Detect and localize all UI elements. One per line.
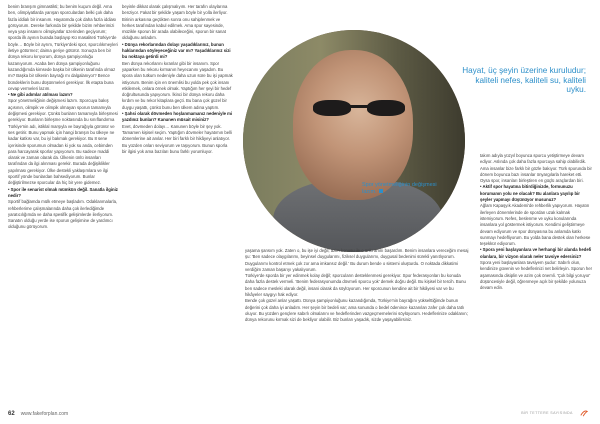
paragraph: takım adıyla yüzyıl boyunca sporcu yetiştirmeye devam ediyor. Aslında çok daha fazla sporcuya sahip olabilirdik. Ama insanlar bize farklı bir gözle bakıyor. Türk sporunda bir dönem boyunca bazı insanlar önyargılarla hareket etti. Oysa spor, insanları birleştiren en güçlü araçlardan biri.: [480, 153, 592, 184]
portrait-photo: [243, 30, 465, 252]
sunglasses-graphic: [313, 100, 409, 118]
paragraph: Evet, dövmeden dolayı… Kanunen böyle bir şey yok. Tamamen kişisel seçim. Yaptığım dövmeler hayatımın belli dönemlerine ait anılar. Her biri farklı bir hikâyeyi anlatıyor. Bu yüzden onları seviyorum ve taşıyorum. Bunun sporla bir ilgisi yok ama bazıları bunu farklı yorumluyor.: [122, 123, 232, 154]
paragraph: benim branşım gimnastikti; bu benim kuçum değil. Ama ben, olimpiyatlarda yarışan sporculardan belki çok daha fazla iddialı bir insanım. Hayatımda çok daha fazla iddiası görüyorum. Dereke farkında bir şekilde bizim rehberimizi veya yaşı insanını olimpiyatlar üzerinden geçiyorum; sporda ilk ayının burada başlayıp Kü masaliteti Türkiye'de böyle… Böyle bir ayrım, Türkiye'deki spor, sporcılıkmeyleri iletiye götürmez; daima geriye götürür. Sonuçta ben bir dünya rekoru kırıyorum, dünya şampiyonluğu kazanıyorum. Acaba ben dünya şampiyonluğunu kazandığımda kimsede başka bir ülkenin tarafında olmaz mı? Başka bir ülkenin bayrağı mı dalgalanıyor? Bence bündeklerin bunu düşünmeleri gerekiyor. İlk etapta buna cevap vermeleri lazım.: [8, 4, 118, 91]
paragraph: Ağlam Kapaşyık Akademi'de rehberlik yapıyorum. Hayatın ilerleyen dönemlerinde de spordan uzak kalmak istemiyorum. Nefes, beslenme ve uyku konularında insanlara yol göstermek istiyorum. Kendimi geliştirmeye devam ediyorum ve spor dünyasına bu anlamda katkı sunmayı hedefliyorum. Bu yolda bana destek olan herkese teşekkür ediyorum.: [480, 203, 591, 247]
interview-question: • Ne gibi adımlar atılması lazım?: [8, 92, 73, 98]
interview-question: • Spora yeni başlayanlara ve herhangi bir alanda hedefi olanlara, bir vizyon olarak neler tavsiye edersiniz?: [480, 247, 592, 259]
photo-caption: [362, 182, 442, 196]
paragraph: beyinle dikkat olarak çalışmalıyım. Her tarafın olaylarına benziyor. Fakat bir şekilde yaşam böyle bir yolla ilerliyor. Birinin arkasına geçtikten sonra onu sahiplenmek ve herkes tarafından kabul edilmek. Ama spor sayesinde, müzikle sporun bir arada olabileceğini, sporun bir sanat olduğunu anladım.: [122, 4, 228, 41]
article-column-4: [480, 153, 592, 292]
interview-question: • Şahsi olarak dövmeden hoşlanmamanız nedeniyle mi yazdınız bunları? Kanunen müsait misiniz?: [122, 111, 233, 123]
paragraph: Ben dünya rekorlarını kıranlar gibi bir insanım. Spor yaparken bu rekoru kırmanın heyecanını yaşadım. Bu spora olan tutkum nedeniyle daha uzun süre bu işi yapmak istiyorum. Benim için en önemlisi bu yolda pek çok insanı etkilemek, onlara örnek olmak. Yaptığım her şeyi bir hedef doğrultusunda yapıyorum. İkinci bir dünya rekoru daha kırdım ve bu rekor kitaplara geçti. Bu bana çok güzel bir duygu yaşattı, çünkü bunu ben ülkem adına yaptım.: [122, 60, 233, 110]
footer-issue-text: BİR TETTERE SAYISINDA: [521, 410, 573, 415]
interview-question: • Aktif spor hayatına bitirdiğinizde, formunuzu korumanın yolu ne olacak? Bu alanlara yayılıp bir şeyler yapmayı düşünüyor musunuz?: [480, 184, 580, 203]
paragraph: Spora yeni başlayanlara tavsiyem şudur: Sabırlı olun, kendinize güvenin ve hedeflerinizi net belirleyin. Sporun her aşamasında disiplin ve azim çok önemli. 'Çok bilgi yoruyor' düşüncesiyle değil, öğrenmeye açık bir şekilde yolunuza devam edin.: [480, 260, 592, 291]
page-footer-right: [521, 409, 588, 417]
interview-question: • Dünya rekorlarından dolayı yaşadıklarınız, bunun haklarından söyleyeceğiniz var mı? Yaşadıklarınız sizi bu noktaya getirdi mi?: [122, 41, 231, 60]
article-column-3: [245, 248, 471, 324]
paragraph: Bende çok güzel anlar yaşattı. Dünya şampiyonluğunu kazandığımda, Türkiye'nin bayrağını yükselttiğimde bunun değerini çok daha iyi anladım. Her şeyin bir bedeli var; ama sonunda o bedel ödenince kazanılan zafer çok daha tatlı oluyor. Bu yüzden gençlere sabırlı olmalarını ve hedeflerinden vazgeçmemelerini söylüyorum. Hedeflerinize odaklanın; dünya rekorunu kırmak sizi de bekliyor olabilir. Biz bunları yaşadık, sizde yaşayabilirsiniz.: [245, 298, 468, 323]
article-column-2: [122, 4, 233, 155]
page-number: 62: [8, 411, 15, 417]
interview-question: • Spor ile senarist olmak mümkün değil. Sanatla ilginiz nedir?: [8, 186, 118, 198]
paragraph: Spor yönetmeliğinin değişmesi lazım. Sporcuya bakış açısının, olimpik ve olimpik olmayan sporun tamamıyla değişmesi gerekiyor. Çünkü bunların tamamıyla birleşmesi gerekiyor. Bunların birleşme noktasında bu sınıflandırma Türkiye'nin adı, istiklal marşıyla ve bayrağıyla görünür ve ses getirir. Bunu yapmak için hangi branşın bu ülkeye ne kadar katkısı var, bu iyi bakmak gerekiyor. Bu 8 sene içerisinde sporumun olmadan ki yok su anda, cebimden para harcayarak sporlar yapıyorum. Bu sadece maddi olarak ve zaman olarak da. Ülkenin ünlü insanları tarafından da ilgi alınması gerekir. Burada değişiklikler yapılması gerekiyor. Ülke destekli yaklaşımlara ve ilgi sportif yönde bunlardan bahsediyorum. Bunlar değiştirilmezse sporcular da hiç bir yere gidemez.: [8, 98, 118, 186]
page-footer-left: [8, 411, 68, 417]
caption-text: Spor yönetmeliğinin değişmesi lazım.: [362, 182, 437, 195]
pull-quote: Hayat, üç şeyin üzerine kuruludur; kaliteli nefes, kaliteli su, kaliteli uyku.: [462, 66, 586, 95]
paragraph: yaşama şansım yok. Zaten o, bu işe iyi değil; azim konusu ile o ünlü anını başardım. Benim insanlara vereceğim mesaj şu: 'Ben sadece olaygılarımı, beyinsel duygularımı, fiziksel duygularımı, duygusal bedenimi sürekli yanıtlıyorum. Duygularımı kontrol etmek çok zor ama imkansız değil.' Bu durum bende o sistemi oluşturdu. O noktada dikkatimi verdiğim zaman başarıyı yakalıyorum.: [245, 248, 469, 272]
article-column-1: [8, 4, 119, 231]
magazine-logo-icon: [580, 409, 588, 417]
footer-url[interactable]: www.fakeforplan.com: [20, 411, 69, 417]
paragraph: Türkiye'de sporda bir yer edinmek kolay değil; sporcuların desteklenmesi gerekiyor. Spor federasyonları bu konuda daha fazla destek vermeli. 'Benim federasyonumda dövmeli sporcu yok' demek doğru değil. Bu kişisel bir tercih. Bunu ben sadece mesleki olarak değil, insani olarak da söylüyorum. Her sporcunun kendine ait bir hikâyesi var ve bu hikâyeler saygıyı hak ediyor.: [245, 273, 466, 298]
paragraph: Sportif bağlamda mülk etmeye başladım. Odaklanmalarla, rehberlerime çalışmalarında daha çok ilerlediğimde yaratıcılığımda ve daha spesifik gelişimlerde ilerliyorum. Sanatın olduğu yerde ise sporun gelişimine de yardımcı olduğunu görüyorum.: [8, 199, 118, 230]
photo-head: [293, 50, 413, 200]
caption-marker-icon: [379, 189, 383, 193]
